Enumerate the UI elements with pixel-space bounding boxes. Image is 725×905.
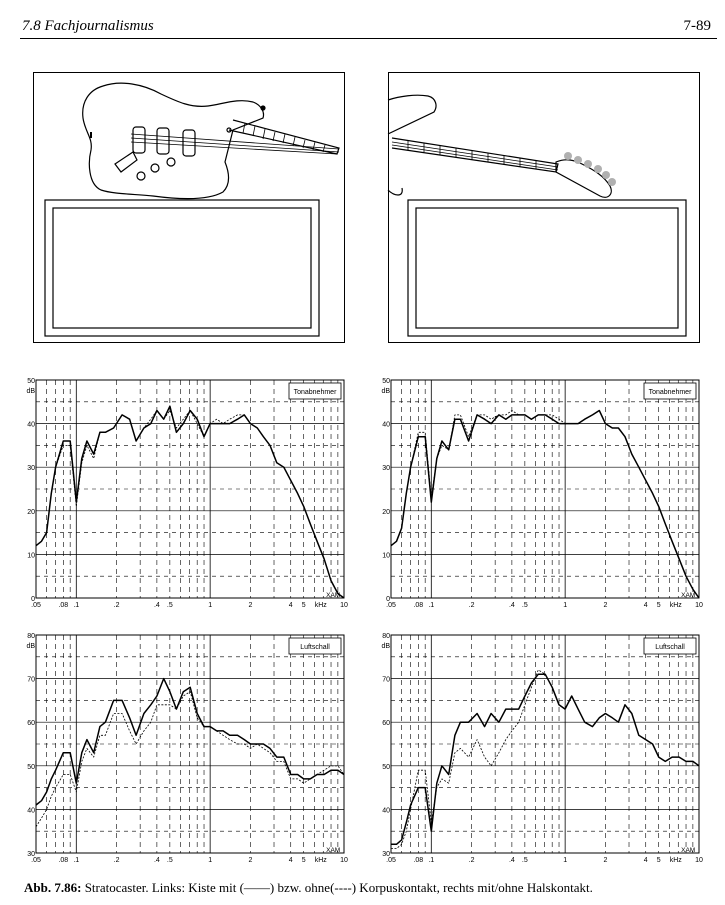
x-tick-label: .5 xyxy=(521,602,528,609)
x-tick-label: 2 xyxy=(603,602,608,609)
y-tick-label: 70 xyxy=(382,676,390,684)
x-tick-label: .08 xyxy=(413,857,424,864)
y-tick-label: 30 xyxy=(27,851,35,858)
figure-label: Abb. 7.86: xyxy=(24,880,82,895)
x-tick-label: .1 xyxy=(73,602,80,609)
x-tick-label: 5 xyxy=(656,602,661,609)
chart-title: Tonabnehmer xyxy=(648,389,692,396)
chart-airborne-body-contact xyxy=(24,630,348,866)
header-rule xyxy=(20,38,717,39)
x-tick-label: 4 xyxy=(643,857,648,864)
x-tick-label: .05 xyxy=(386,857,396,864)
x-tick-label: .2 xyxy=(113,602,120,609)
watermark-xam: XAM xyxy=(681,592,696,599)
series-line-with-contact xyxy=(391,674,699,844)
y-tick-label: 40 xyxy=(382,807,390,815)
figure-caption xyxy=(24,880,724,896)
y-tick-label: 0 xyxy=(31,596,35,603)
series-line-without-contact xyxy=(391,670,699,849)
y-axis-label: dB xyxy=(381,387,390,395)
x-tick-label: .05 xyxy=(31,857,41,864)
watermark-xam: XAM xyxy=(326,592,341,599)
x-tick-label: 1 xyxy=(208,857,213,864)
series-line-with-contact xyxy=(36,679,344,805)
y-tick-label: 30 xyxy=(382,851,390,858)
x-axis-label: kHz xyxy=(314,602,327,609)
box xyxy=(45,200,319,336)
x-tick-label: 1 xyxy=(208,602,213,609)
x-tick-label: 2 xyxy=(603,857,608,864)
y-tick-label: 30 xyxy=(382,465,390,473)
chart-title: Luftschall xyxy=(300,644,330,651)
x-tick-label: .5 xyxy=(166,602,173,609)
x-tick-label: .08 xyxy=(58,602,69,609)
x-tick-label: .5 xyxy=(521,857,528,864)
x-tick-label: .1 xyxy=(73,857,80,864)
y-tick-label: 60 xyxy=(382,720,390,728)
x-tick-label: .4 xyxy=(153,857,160,864)
y-tick-label: 40 xyxy=(27,421,35,429)
series-line-with-contact xyxy=(391,411,699,599)
x-tick-label: 10 xyxy=(695,602,703,609)
x-tick-label: .2 xyxy=(468,602,475,609)
y-tick-label: 80 xyxy=(27,633,35,640)
y-axis-label: dB xyxy=(26,387,35,395)
x-tick-label: 5 xyxy=(301,602,306,609)
x-tick-label: .4 xyxy=(153,602,160,609)
chart-pickup-neck-contact xyxy=(379,375,703,611)
chart-airborne-neck-contact xyxy=(379,630,703,866)
y-tick-label: 70 xyxy=(27,676,35,684)
y-tick-label: 40 xyxy=(27,807,35,815)
section-title: 7.8 Fachjournalismus xyxy=(22,18,154,34)
y-tick-label: 50 xyxy=(382,763,390,771)
x-tick-label: .05 xyxy=(386,602,396,609)
y-tick-label: 50 xyxy=(27,763,35,771)
chart-title: Luftschall xyxy=(655,644,685,651)
chart-title: Tonabnehmer xyxy=(293,389,337,396)
x-tick-label: .4 xyxy=(508,602,515,609)
x-tick-label: .2 xyxy=(468,857,475,864)
x-tick-label: 2 xyxy=(248,602,253,609)
x-tick-label: .08 xyxy=(413,602,424,609)
y-tick-label: 20 xyxy=(382,508,390,516)
x-tick-label: .4 xyxy=(508,857,515,864)
x-tick-label: 5 xyxy=(301,857,306,864)
guitar-body-icon xyxy=(83,83,339,198)
x-tick-label: .5 xyxy=(166,857,173,864)
y-tick-label: 10 xyxy=(27,552,35,560)
y-tick-label: 50 xyxy=(382,378,390,385)
y-tick-label: 30 xyxy=(27,465,35,473)
y-tick-label: 0 xyxy=(386,596,390,603)
x-tick-label: 2 xyxy=(248,857,253,864)
guitar-on-box-body-contact xyxy=(33,72,345,343)
caption-text: Stratocaster. Links: Kiste mit (——) bzw. ohne(----) Korpuskontakt, rechts mit/ohne Halskontakt. xyxy=(81,880,593,895)
x-tick-label: .2 xyxy=(113,857,120,864)
x-axis-label: kHz xyxy=(314,857,327,864)
x-tick-label: 1 xyxy=(563,602,568,609)
y-tick-label: 40 xyxy=(382,421,390,429)
y-axis-label: dB xyxy=(26,642,35,650)
box xyxy=(408,200,686,336)
guitar-headstock-icon xyxy=(388,95,611,197)
x-tick-label: 10 xyxy=(340,602,348,609)
x-tick-label: 5 xyxy=(656,857,661,864)
series-line-without-contact xyxy=(36,692,344,827)
x-tick-label: .05 xyxy=(31,602,41,609)
x-axis-label: kHz xyxy=(669,602,682,609)
y-tick-label: 80 xyxy=(382,633,390,640)
y-tick-label: 10 xyxy=(382,552,390,560)
watermark-xam: XAM xyxy=(681,847,696,854)
x-tick-label: 4 xyxy=(288,857,293,864)
x-tick-label: .1 xyxy=(428,857,435,864)
x-tick-label: 4 xyxy=(288,602,293,609)
x-tick-label: 10 xyxy=(340,857,348,864)
chart-pickup-body-contact xyxy=(24,375,348,611)
x-tick-label: .08 xyxy=(58,857,69,864)
y-axis-label: dB xyxy=(381,642,390,650)
y-tick-label: 50 xyxy=(27,378,35,385)
guitar-on-box-neck-contact xyxy=(388,72,700,343)
series-line-with-contact xyxy=(36,406,344,598)
series-line-without-contact xyxy=(391,411,699,599)
y-tick-label: 20 xyxy=(27,508,35,516)
watermark-xam: XAM xyxy=(326,847,341,854)
x-tick-label: .1 xyxy=(428,602,435,609)
x-axis-label: kHz xyxy=(669,857,682,864)
x-tick-label: 1 xyxy=(563,857,568,864)
page-number: 7-89 xyxy=(683,18,711,34)
x-tick-label: 10 xyxy=(695,857,703,864)
x-tick-label: 4 xyxy=(643,602,648,609)
series-line-without-contact xyxy=(36,411,344,599)
y-tick-label: 60 xyxy=(27,720,35,728)
